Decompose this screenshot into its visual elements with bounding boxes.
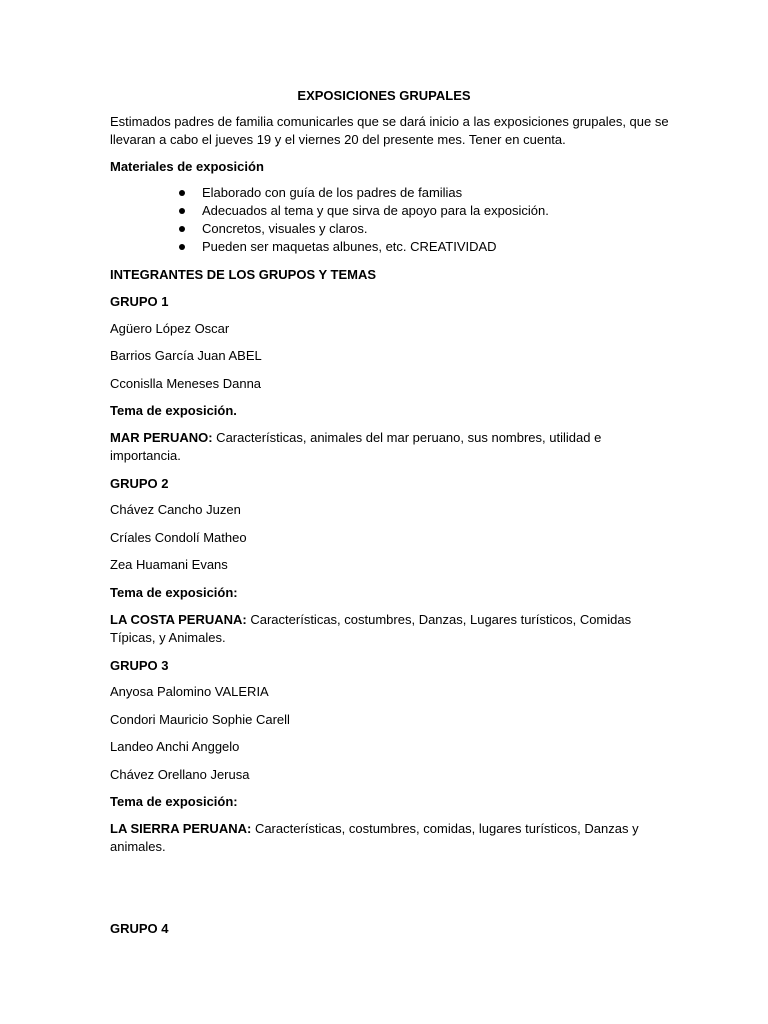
group-2-heading: GRUPO 2 (110, 476, 169, 491)
group-3-member: Anyosa Palomino VALERIA (110, 684, 269, 699)
list-item (110, 184, 670, 202)
materials-heading: Materiales de exposición (110, 159, 264, 174)
group-1-member: Agüero López Oscar (110, 321, 230, 336)
intro-paragraph: Estimados padres de familia comunicarles que se dará inicio a las exposiciones grupales, que se llevaran a cabo el jueves 19 y el viernes 20 del presente mes. Tener en cuenta. (110, 114, 669, 147)
bullet-icon (179, 244, 185, 250)
list-item (110, 238, 670, 256)
group-2-topic-heading: Tema de exposición: (110, 585, 238, 600)
members-heading: INTEGRANTES DE LOS GRUPOS Y TEMAS (110, 267, 377, 282)
group-1-heading: GRUPO 1 (110, 294, 169, 309)
group-2-member: Chávez Cancho Juzen (110, 502, 241, 517)
group-3-member: Chávez Orellano Jerusa (110, 767, 250, 782)
bullet-icon (179, 226, 185, 232)
group-3-member: Landeo Anchi Anggelo (110, 739, 240, 754)
group-1-topic-title: MAR PERUANO: (110, 430, 213, 445)
group-2-topic (110, 611, 670, 647)
group-3-heading: GRUPO 3 (110, 658, 169, 673)
group-1-member: Barrios García Juan ABEL (110, 348, 262, 363)
group-3-topic (110, 820, 670, 856)
materials-item-text: Pueden ser maquetas albunes, etc. CREATIVIDAD (202, 239, 497, 254)
group-4-heading: GRUPO 4 (110, 921, 169, 936)
group-3-member: Condori Mauricio Sophie Carell (110, 712, 290, 727)
group-2-member: Críales Condolí Matheo (110, 530, 247, 545)
group-2-member: Zea Huamani Evans (110, 557, 228, 572)
materials-item-text: Adecuados al tema y que sirva de apoyo para la exposición. (202, 203, 549, 218)
bullet-icon (179, 190, 185, 196)
list-item (110, 220, 670, 238)
group-2-topic-text: Características, costumbres, Danzas, Lugares turísticos, Comidas Típicas, y Animales. (110, 612, 632, 645)
group-3-topic-heading: Tema de exposición: (110, 794, 238, 809)
group-3-topic-title: LA SIERRA PERUANA: (110, 821, 252, 836)
group-3-topic-text: Características, costumbres, comidas, lugares turísticos, Danzas y animales. (110, 821, 639, 854)
group-2-topic-title: LA COSTA PERUANA: (110, 612, 247, 627)
group-1-topic-heading: Tema de exposición. (110, 403, 237, 418)
group-1-topic-text: Características, animales del mar peruano, sus nombres, utilidad e importancia. (110, 430, 602, 463)
group-1-topic (110, 429, 670, 465)
materials-item-text: Elaborado con guía de los padres de familias (202, 185, 463, 200)
document-title: EXPOSICIONES GRUPALES (297, 88, 471, 103)
materials-item-text: Concretos, visuales y claros. (202, 221, 368, 236)
bullet-icon (179, 208, 185, 214)
group-1-member: Cconislla Meneses Danna (110, 376, 262, 391)
materials-list (110, 184, 670, 256)
list-item (110, 202, 670, 220)
